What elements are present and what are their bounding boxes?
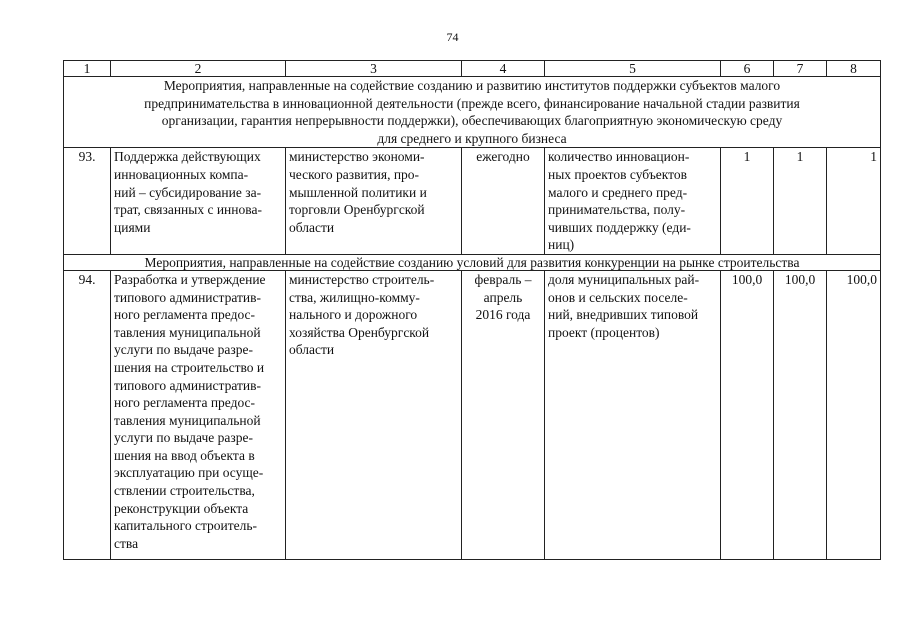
term-line: февраль – <box>474 271 532 287</box>
executor-line: мышленной политики и <box>289 184 427 200</box>
activity-line: типового административ- <box>114 377 261 393</box>
executor-cell <box>286 270 462 559</box>
value-cell-col8: 1 <box>827 148 881 255</box>
activity-line: ний – субсидирование за- <box>114 184 262 200</box>
value-cell-col6: 100,0 <box>721 270 774 559</box>
section-heading-row <box>64 77 881 148</box>
executor-line: области <box>289 219 335 235</box>
activity-line: тавления муниципальной <box>114 412 261 428</box>
activity-line: ного регламента предос- <box>114 395 256 411</box>
column-number: 4 <box>462 61 545 77</box>
activity-line: эксплуатацию при осуще- <box>114 465 264 481</box>
indicator-line: доля муниципальных рай- <box>548 271 700 287</box>
column-number-row <box>64 61 881 77</box>
indicator-cell <box>545 270 721 559</box>
indicator-cell <box>545 148 721 255</box>
indicator-line: малого и среднего пред- <box>548 184 688 200</box>
section-heading-line: организации, гарантия непрерывности поддержки), обеспечивающих благоприятную экономическую среду <box>161 113 783 129</box>
executor-line: области <box>289 342 335 358</box>
activity-line: инновационных компа- <box>114 166 249 182</box>
term-line: 2016 года <box>475 307 531 323</box>
activity-line: шения на ввод объекта в <box>114 447 255 463</box>
activity-line: Разработка и утверждение <box>114 271 266 287</box>
section-heading-line: предпринимательства в инновационной деятельности (прежде всего, финансирование начальной стадии развития <box>144 95 800 111</box>
column-number: 5 <box>545 61 721 77</box>
column-number: 8 <box>827 61 881 77</box>
page-number: 74 <box>446 30 459 44</box>
table-row-93 <box>64 148 881 255</box>
activity-cell <box>111 270 286 559</box>
section-heading-line: для среднего и крупного бизнеса <box>377 130 567 146</box>
activity-line: услуги по выдаче разре- <box>114 342 253 358</box>
executor-line: хозяйства Оренбургской <box>289 324 430 340</box>
row-number: 94. <box>64 270 111 559</box>
activity-line: ного регламента предос- <box>114 307 256 323</box>
executor-line: ческого развития, про- <box>289 166 420 182</box>
column-number: 2 <box>111 61 286 77</box>
activity-line: циями <box>114 219 151 235</box>
value-cell-col8: 100,0 <box>827 270 881 559</box>
activity-line: шения на строительство и <box>114 359 265 375</box>
measures-table <box>63 60 881 560</box>
activity-line: реконструкции объекта <box>114 500 249 516</box>
column-number: 6 <box>721 61 774 77</box>
term-line: апрель <box>483 289 523 305</box>
executor-line: министерство экономи- <box>289 149 425 165</box>
indicator-line: ных проектов субъектов <box>548 166 688 182</box>
table-row-94 <box>64 270 881 559</box>
section-heading-innovation <box>64 77 881 148</box>
section-heading-row <box>64 254 881 270</box>
indicator-line: ниц) <box>548 237 575 253</box>
indicator-line: ний, внедривших типовой <box>548 307 699 323</box>
activity-line: трат, связанных с иннова- <box>114 202 262 218</box>
value-cell-col7: 1 <box>774 148 827 255</box>
column-number: 7 <box>774 61 827 77</box>
activity-line: типового административ- <box>114 289 261 305</box>
term-cell: ежегодно <box>462 148 545 255</box>
value-cell-col7: 100,0 <box>774 270 827 559</box>
column-number: 1 <box>64 61 111 77</box>
column-number: 3 <box>286 61 462 77</box>
activity-cell <box>111 148 286 255</box>
indicator-line: проект (процентов) <box>548 324 660 340</box>
activity-line: тавления муниципальной <box>114 324 261 340</box>
indicator-line: принимательства, полу- <box>548 202 686 218</box>
executor-line: нального и дорожного <box>289 307 418 323</box>
activity-line: Поддержка действующих <box>114 149 261 165</box>
executor-line: ства, жилищно-комму- <box>289 289 420 305</box>
section-heading-construction: Мероприятия, направленные на содействие созданию условий для развития конкуренции на рынке строительства <box>64 254 881 270</box>
activity-line: капитального строитель- <box>114 518 258 534</box>
activity-line: услуги по выдаче разре- <box>114 430 253 446</box>
section-heading-line: Мероприятия, направленные на содействие созданию и развитию институтов поддержки субъектов малого <box>163 78 781 93</box>
indicator-line: онов и сельских поселе- <box>548 289 688 305</box>
term-cell <box>462 270 545 559</box>
row-number: 93. <box>64 148 111 255</box>
indicator-line: количество инновацион- <box>548 149 690 165</box>
activity-line: ствлении строительства, <box>114 483 255 499</box>
value-cell-col6: 1 <box>721 148 774 255</box>
activity-line: ства <box>114 535 139 551</box>
indicator-line: чивших поддержку (еди- <box>548 219 691 235</box>
executor-cell <box>286 148 462 255</box>
executor-line: министерство строитель- <box>289 271 435 287</box>
executor-line: торговли Оренбургской <box>289 202 425 218</box>
